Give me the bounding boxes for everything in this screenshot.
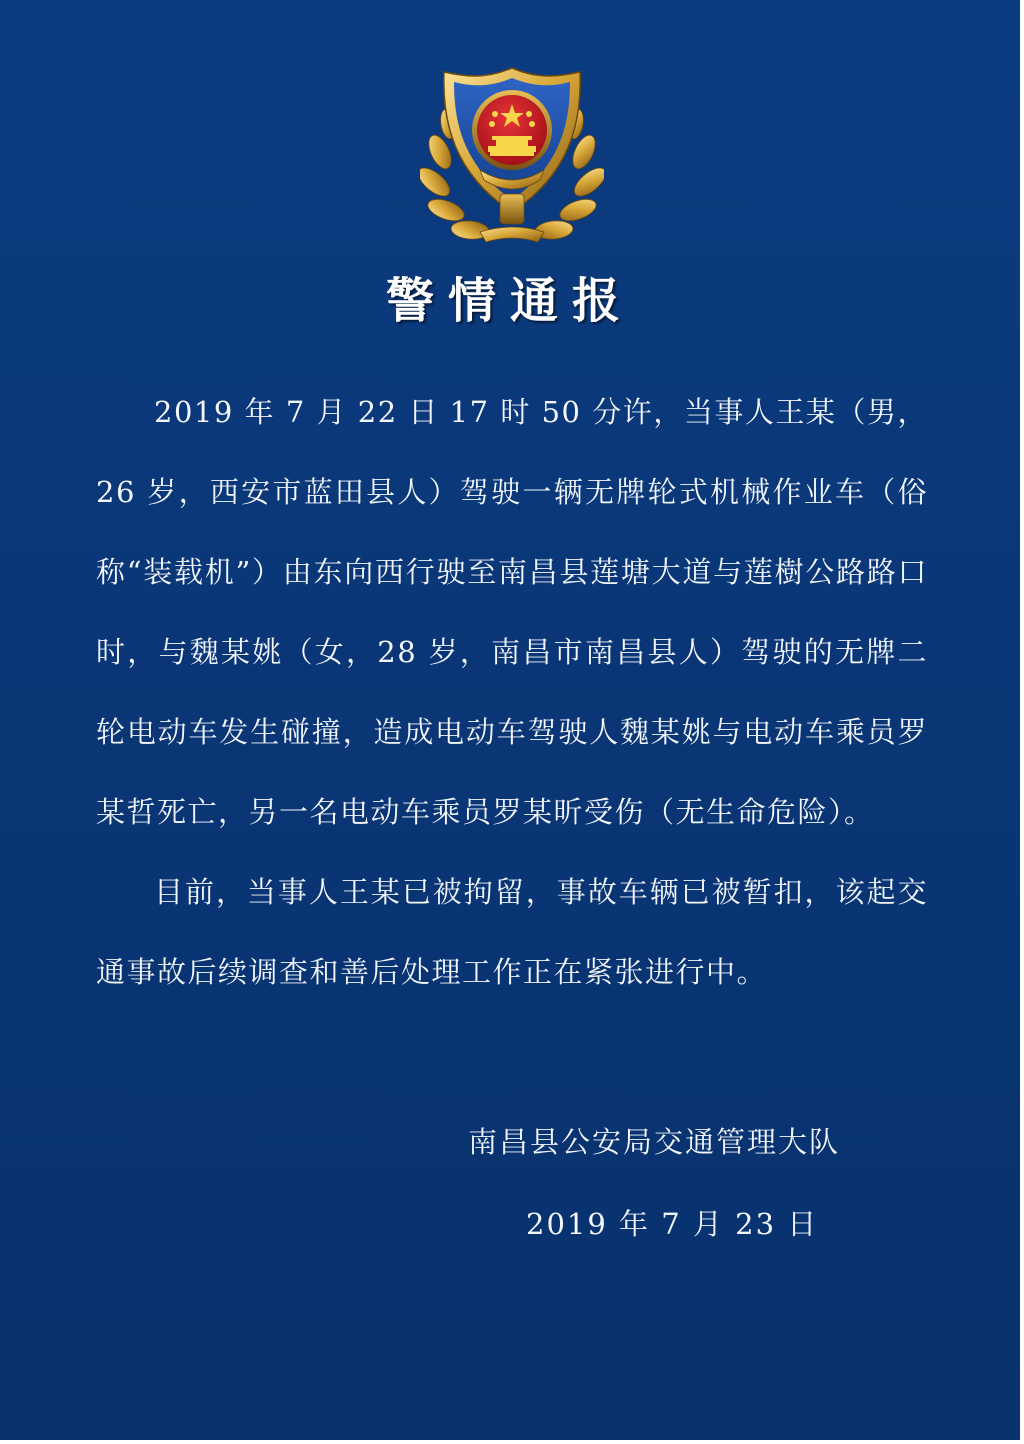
notice-paragraph-1: 2019 年 7 月 22 日 17 时 50 分许，当事人王某（男，26 岁，西安市蓝田县人）驾驶一辆无牌轮式机械作业车（俗称“装载机”）由东向西行驶至南昌县莲塘大道与莲樹公路路口时，与魏某姚（女，28 岁，南昌市南昌县人）驾驶的无牌二轮电动车发生碰撞，造成电动车驾驶人魏某姚与电动车乘员罗某哲死亡，另一名电动车乘员罗某昕受伤（无生命危险）。: [96, 395, 928, 829]
police-emblem-icon: [420, 62, 604, 252]
notice-title: 警情通报: [385, 273, 634, 329]
notice-body: [96, 372, 928, 1012]
issuer-name: 南昌县公安局交通管理大队: [468, 1125, 841, 1159]
notice-paragraph-2: 目前，当事人王某已被拘留，事故车辆已被暂扣，该起交通事故后续调查和善后处理工作正在紧张进行中。: [96, 875, 928, 989]
issue-date: 2019 年 7 月 23 日: [526, 1207, 819, 1241]
